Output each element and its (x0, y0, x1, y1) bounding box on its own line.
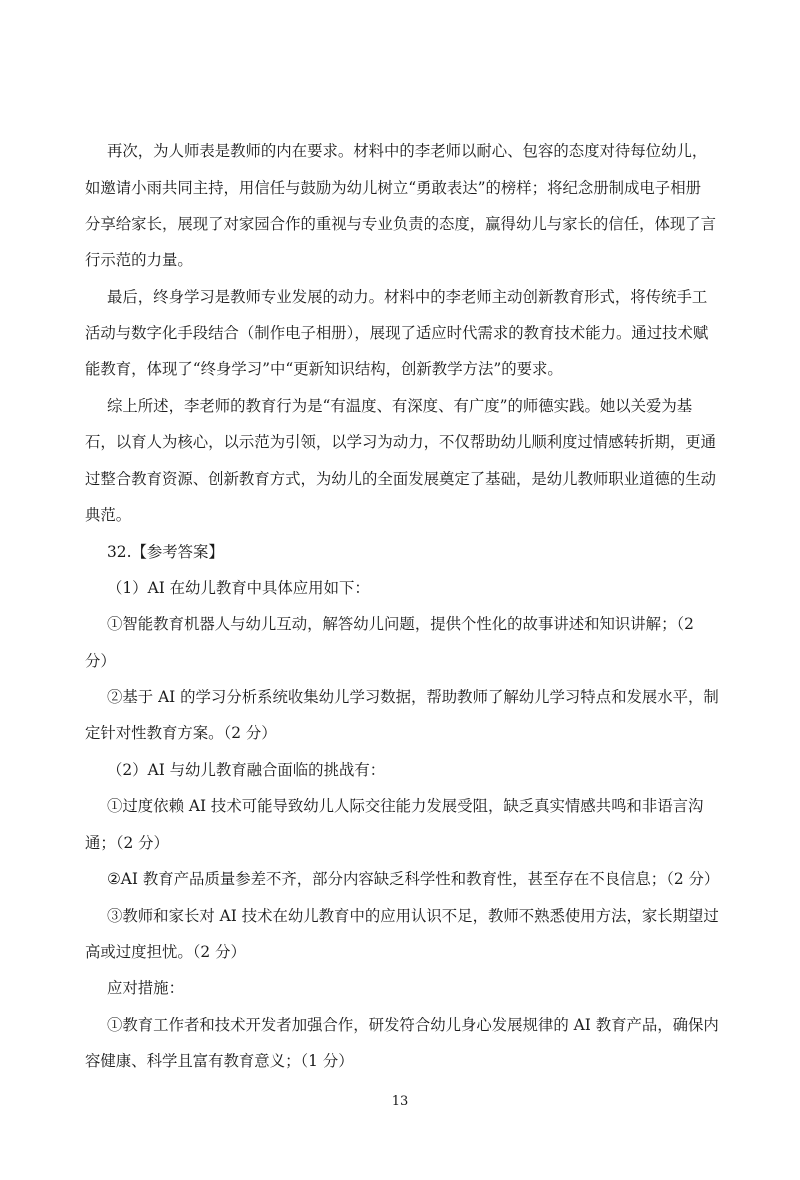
list-item-line: 通；（2 分） (85, 834, 169, 852)
page-number: 13 (391, 1094, 409, 1109)
paragraph-line: 石，以育人为核心，以示范为引领，以学习为动力，不仅帮助幼儿顺利度过情感转折期，更通 (85, 433, 717, 451)
list-item-line: 分） (85, 652, 116, 670)
paragraph-line: 典范。 (85, 506, 132, 524)
paragraph-line: 活动与数字化手段结合（制作电子相册），展现了适应时代需求的教育技术能力。通过技术赋 (85, 324, 709, 342)
paragraph-line: 最后，终身学习是教师专业发展的动力。材料中的李老师主动创新教育形式，将传统手工 (107, 288, 708, 306)
answer-heading: 32.【参考答案】 (107, 543, 224, 561)
paragraph-line: 再次，为人师表是教师的内在要求。材料中的李老师以耐心、包容的态度对待每位幼儿， (107, 142, 708, 160)
paragraph-line: 如邀请小雨共同主持，用信任与鼓励为幼儿树立“勇敢表达”的榜样；将纪念册制成电子相册 (85, 179, 701, 197)
paragraph-line: 过整合教育资源、创新教育方式，为幼儿的全面发展奠定了基础，是幼儿教师职业道德的生动 (85, 470, 717, 488)
list-item-line: ②基于 AI 的学习分析系统收集幼儿学习数据，帮助教师了解幼儿学习特点和发展水平，制 (107, 688, 719, 706)
list-item-line: ①教育工作者和技术开发者加强合作，研发符合幼儿身心发展规律的 AI 教育产品，确保内 (107, 1016, 719, 1034)
list-item-line: 定针对性教育方案。（2 分） (85, 724, 277, 742)
paragraph-line: 行示范的力量。 (85, 251, 193, 269)
list-item-line: ①过度依赖 AI 技术可能导致幼儿人际交往能力发展受阻，缺乏真实情感共鸣和非语言沟 (107, 797, 704, 815)
subquestion-heading: （2）AI 与幼儿教育融合面临的挑战有： (107, 761, 386, 779)
list-item-line: 容健康、科学且富有教育意义；（1 分） (85, 1052, 354, 1070)
list-item-line: ②AI 教育产品质量参差不齐，部分内容缺乏科学性和教育性，甚至存在不良信息；（2 分） (107, 870, 720, 888)
list-item-line: 高或过度担忧。（2 分） (85, 943, 246, 961)
list-item-line: ③教师和家长对 AI 技术在幼儿教育中的应用认识不足，教师不熟悉使用方法，家长期望过 (107, 907, 719, 925)
paragraph-line: 综上所述，李老师的教育行为是“有温度、有深度、有广度”的师德实践。她以关爱为基 (107, 397, 693, 415)
paragraph-line: 分享给家长，展现了对家园合作的重视与专业负责的态度，赢得幼儿与家长的信任，体现了言 (85, 215, 717, 233)
paragraph-line: 能教育，体现了“终身学习”中“更新知识结构，创新教学方法”的要求。 (85, 360, 563, 378)
subquestion-heading: （1）AI 在幼儿教育中具体应用如下： (107, 579, 370, 597)
list-item-line: ①智能教育机器人与幼儿互动，解答幼儿问题，提供个性化的故事讲述和知识讲解；（2 (107, 615, 694, 633)
section-label: 应对措施： (107, 979, 184, 997)
